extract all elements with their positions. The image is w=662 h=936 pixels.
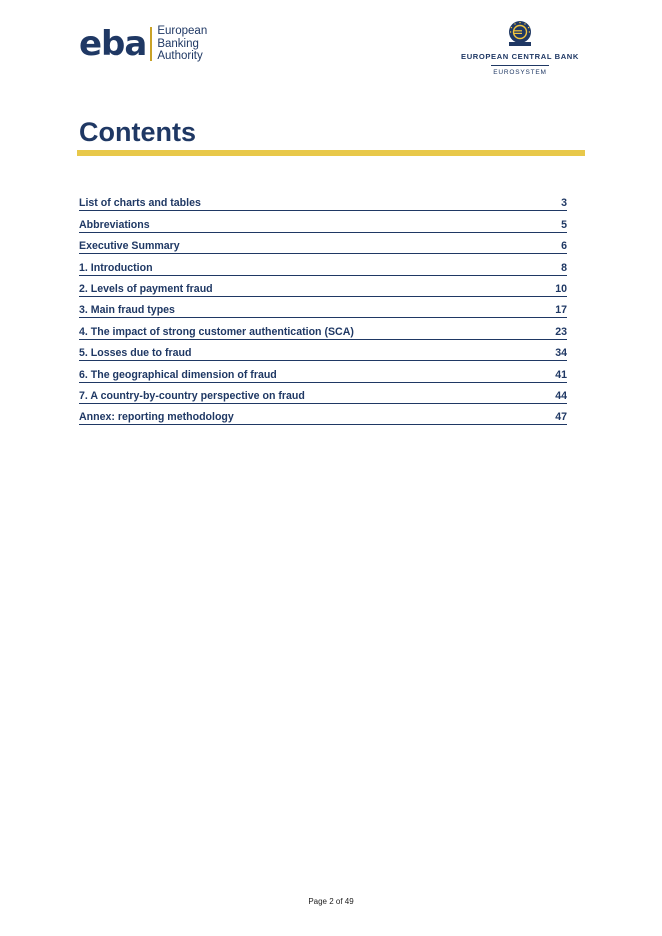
toc-item-label[interactable]: 3. Main fraud types xyxy=(79,304,175,317)
eba-logo-mark: eba xyxy=(79,24,147,64)
toc-item-page[interactable]: 3 xyxy=(561,197,567,210)
toc-item[interactable] xyxy=(79,254,567,275)
toc-item-label[interactable]: List of charts and tables xyxy=(79,197,201,210)
toc-item-page[interactable]: 47 xyxy=(555,411,567,424)
toc-item-page[interactable]: 17 xyxy=(555,304,567,317)
toc-item[interactable] xyxy=(79,361,567,382)
toc-item[interactable] xyxy=(79,190,567,211)
toc-item-label[interactable]: 2. Levels of payment fraud xyxy=(79,282,213,295)
ecb-subtitle: EUROSYSTEM xyxy=(493,69,547,76)
toc-item-label[interactable]: Abbreviations xyxy=(79,218,150,231)
toc-item[interactable] xyxy=(79,233,567,254)
toc-item[interactable] xyxy=(79,340,567,361)
toc-item-label[interactable]: Annex: reporting methodology xyxy=(79,411,234,424)
toc-item-page[interactable]: 6 xyxy=(561,240,567,253)
toc-item-page[interactable]: 5 xyxy=(561,218,567,231)
toc-item-label[interactable]: 5. Losses due to fraud xyxy=(79,347,192,360)
eba-logo-line: European xyxy=(157,25,208,38)
ecb-logo xyxy=(456,20,584,76)
toc-item-label[interactable]: 1. Introduction xyxy=(79,261,153,274)
toc-item[interactable] xyxy=(79,211,567,232)
toc-item[interactable] xyxy=(79,404,567,425)
ecb-emblem-icon xyxy=(505,20,535,48)
toc-item-page[interactable]: 8 xyxy=(561,261,567,274)
page-title: Contents xyxy=(79,117,196,147)
eba-logo-line: Banking xyxy=(157,37,199,50)
toc-item-label[interactable]: Executive Summary xyxy=(79,240,180,253)
eba-logo-text xyxy=(157,25,207,63)
eba-logo-divider xyxy=(150,27,152,61)
toc-item-label[interactable]: 7. A country-by-country perspective on fraud xyxy=(79,389,305,402)
toc-item-page[interactable]: 44 xyxy=(555,389,567,402)
table-of-contents xyxy=(79,190,567,425)
toc-item-page[interactable]: 34 xyxy=(555,347,567,360)
toc-item-label[interactable]: 4. The impact of strong customer authentication (SCA) xyxy=(79,325,354,338)
page-number: Page 2 of 49 xyxy=(308,897,354,906)
toc-item[interactable] xyxy=(79,318,567,339)
ecb-name: EUROPEAN CENTRAL BANK xyxy=(461,52,579,61)
toc-item-page[interactable]: 41 xyxy=(555,368,567,381)
toc-item-page[interactable]: 10 xyxy=(555,282,567,295)
ecb-divider xyxy=(491,65,549,66)
eba-logo-line: Authority xyxy=(157,50,203,63)
title-underline xyxy=(77,150,585,156)
toc-item-label[interactable]: 6. The geographical dimension of fraud xyxy=(79,368,277,381)
toc-item[interactable] xyxy=(79,276,567,297)
eba-logo xyxy=(79,24,207,64)
toc-item[interactable] xyxy=(79,383,567,404)
toc-item[interactable] xyxy=(79,297,567,318)
toc-item-page[interactable]: 23 xyxy=(555,325,567,338)
